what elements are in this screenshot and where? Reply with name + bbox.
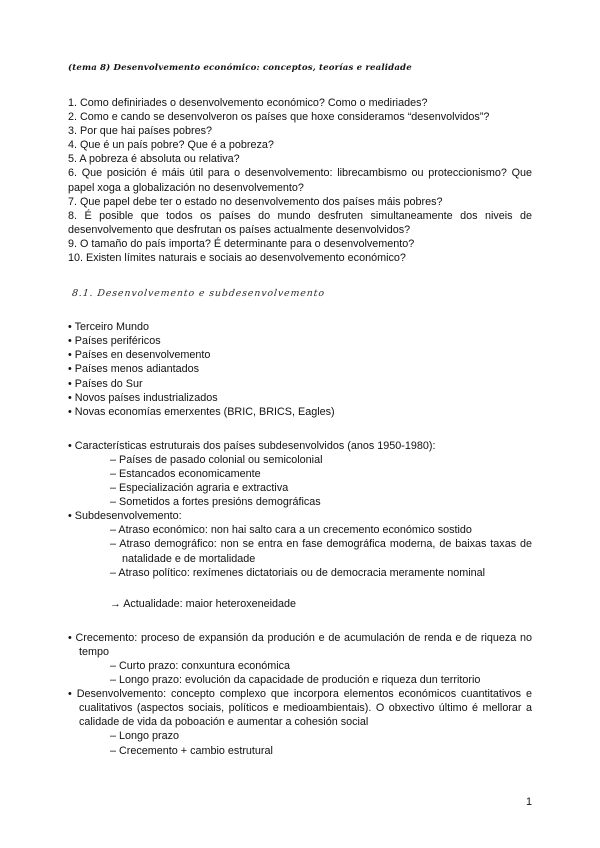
question-item: 7. Que papel debe ter o estado no desenvolvemento dos países máis pobres? xyxy=(68,195,443,208)
question-item: 4. Que é un país pobre? Que é a pobreza? xyxy=(68,139,274,152)
question-item: 2. Como e cando se desenvolveron os países que hoxe consideramos “desenvolvidos”? xyxy=(68,111,490,124)
sub-item: – Estancados economicamente xyxy=(110,467,261,480)
section-header: • Características estruturais dos países subdesenvolvidos (anos 1950-1980): xyxy=(68,439,436,452)
sub-item: – Atraso económico: non hai salto cara a un crecemento económico sostido xyxy=(110,524,472,537)
list-item: • Terceiro Mundo xyxy=(68,321,149,334)
underdevelopment-section xyxy=(68,509,532,611)
question-item: 5. A pobreza é absoluta ou relativa? xyxy=(68,153,240,166)
document-title: (tema 8) Desenvolvemento económico: conceptos, teorías e realidade xyxy=(68,63,412,73)
list-item: • Países en desenvolvemento xyxy=(68,349,211,362)
question-item: 6. Que posición é máis útil para o desenvolvemento: librecambismo ou proteccionismo? Que papel xoga a globalización no desenvolvemento? xyxy=(68,167,532,194)
sub-item: – Atraso político: rexímenes dictatoriais ou de democracia meramente nominal xyxy=(110,566,486,579)
question-item: 9. O tamaño do país importa? É determinante para o desenvolvemento? xyxy=(68,237,415,250)
actuality-note: → Actualidade: maior heteroxeneidade xyxy=(110,597,297,610)
sub-item: – Curto prazo: conxuntura económica xyxy=(110,660,291,672)
sub-item: – Países de pasado colonial ou semicolonial xyxy=(110,453,323,466)
sub-item: – Especialización agraria e extractiva xyxy=(110,482,289,495)
sub-item: – Atraso demográfico: non se entra en fase demográfica moderna, de baixas taxas de natalidade e de mortalidade xyxy=(110,538,532,565)
list-item: • Novos países industrializados xyxy=(68,391,218,404)
list-item: • Países do Sur xyxy=(68,377,143,390)
list-item: • Países menos adiantados xyxy=(68,363,200,376)
question-item: 1. Como definiriades o desenvolvemento económico? Como o mediriades? xyxy=(68,97,428,109)
sub-item: – Longo prazo: evolución da capacidade de produción e riqueza dun territorio xyxy=(110,674,481,687)
list-item: • Novas economías emerxentes (BRIC, BRICS, Eagles) xyxy=(68,405,335,418)
list-item: • Países periféricos xyxy=(68,335,161,348)
page-number: 1 xyxy=(525,796,532,808)
terms-list xyxy=(68,320,532,419)
section-header: • Desenvolvemento: concepto complexo que incorpora elementos económicos cuantitativos e cualitativos (aspectos sociais, políticos e medioambientais). O obxectivo último é mellorar a calidade de vida da poboación e aumentar a cohesión social xyxy=(68,688,532,729)
spacer xyxy=(68,580,532,597)
sub-item: – Longo prazo xyxy=(110,730,180,743)
question-item: 3. Por que hai países pobres? xyxy=(68,125,213,138)
question-item: 10. Existen límites naturais e sociais ao desenvolvemento económico? xyxy=(68,252,406,265)
question-list xyxy=(68,96,532,265)
section-header: • Subdesenvolvemento: xyxy=(68,510,182,523)
sub-item: – Crecemento + cambio estrutural xyxy=(110,744,273,757)
section-heading: 8.1. Desenvolvemento e subdesenvolvemento xyxy=(71,288,326,300)
question-item: 8. É posible que todos os países do mundo desfruten simultaneamente dos niveis de desenvolvemento que desfrutan os países actualmente desenvolvidos? xyxy=(68,209,532,236)
sub-item: – Sometidos a fortes presións demográficas xyxy=(110,496,321,509)
characteristics-section xyxy=(68,439,532,509)
development-section xyxy=(68,687,532,757)
document-content xyxy=(68,62,532,758)
growth-section xyxy=(68,631,532,687)
section-header: • Crecemento: proceso de expansión da produción e de acumulación de renda e de riqueza no tempo xyxy=(68,631,532,658)
